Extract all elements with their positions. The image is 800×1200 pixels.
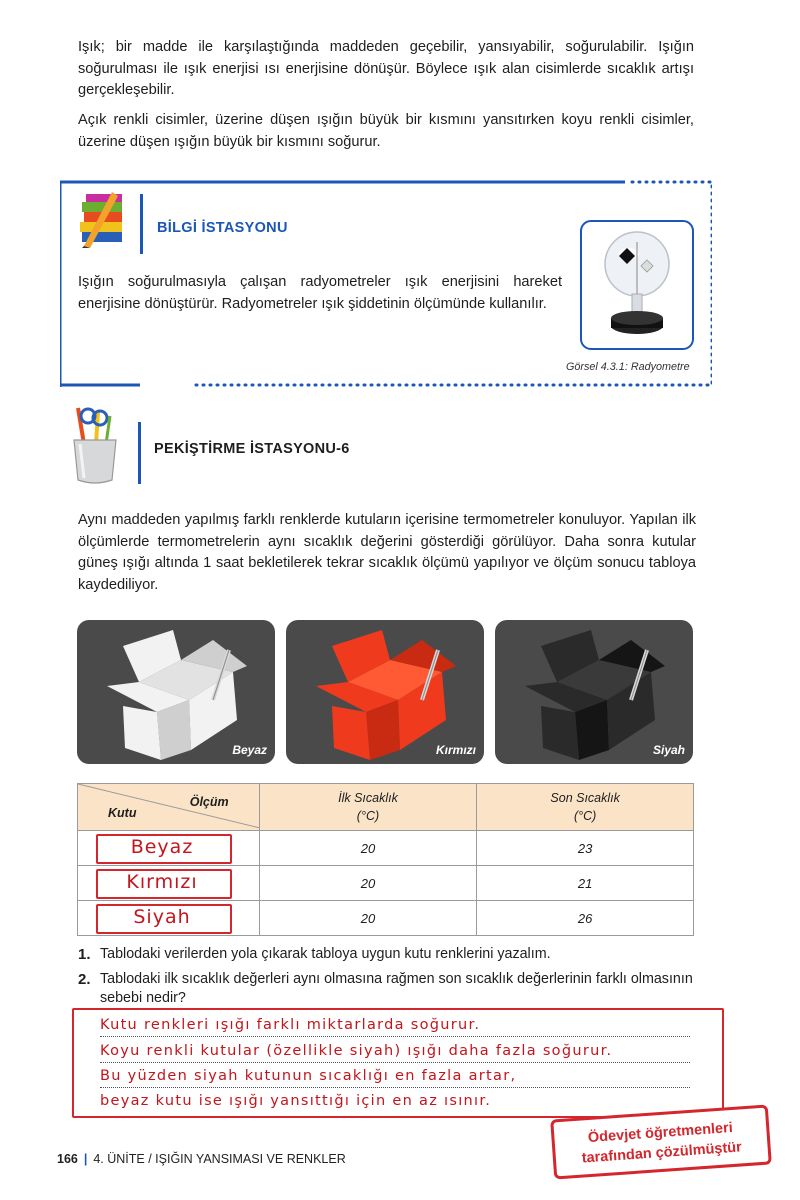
son-value: 23 xyxy=(477,831,694,866)
ilk-value: 20 xyxy=(259,901,477,936)
kutu-cell xyxy=(78,831,260,866)
header-son-sicaklik: Son Sıcaklık (°C) xyxy=(477,784,694,831)
table-row xyxy=(78,831,694,866)
answer-line-1: Kutu renkleri ışığı farklı miktarlarda soğurur. xyxy=(100,1014,690,1037)
box-label-white: Beyaz xyxy=(232,743,267,757)
kutu-cell xyxy=(78,866,260,901)
bilgi-title: BİLGİ İSTASYONU xyxy=(157,220,288,236)
pencil-cup-icon xyxy=(66,404,124,488)
question-text: Tablodaki verilerden yola çıkarak tabloya uygun kutu renklerini yazalım. xyxy=(100,946,551,962)
bilgi-text: Işığın soğurulmasıyla çalışan radyometreler ışık enerjisini hareket enerjisine dönüştürür. Radyometreler ışık şiddetinin ölçümünde kullanılır. xyxy=(78,274,562,312)
ilk-value: 20 xyxy=(259,831,477,866)
intro-paragraph-2: Açık renkli cisimler, üzerine düşen ışığın büyük bir kısmını yansıtırken koyu renkli cisimler, üzerine düşen ışığın büyük bir kısmını soğurur. xyxy=(78,112,694,150)
header-ilk-sicaklik: İlk Sıcaklık (°C) xyxy=(259,784,477,831)
ilk-value: 20 xyxy=(259,866,477,901)
radiometer-caption: Görsel 4.3.1: Radyometre xyxy=(566,361,690,373)
stamp-line-1: Ödevjet öğretmenleri xyxy=(587,1119,734,1147)
table-row xyxy=(78,866,694,901)
handwritten-color: Beyaz xyxy=(130,836,194,858)
box-label-red: Kırmızı xyxy=(435,743,476,757)
box-panel-red xyxy=(286,620,484,764)
question-text: Tablodaki ilk sıcaklık değerleri aynı olmasına rağmen son sıcaklık değerlerinin farklı olmasının sebebi nedir? xyxy=(100,971,693,1006)
stamp-line-2: tarafından çözülmüştür xyxy=(581,1139,743,1167)
intro-paragraph-1: Işık; bir madde ile karşılaştığında maddeden geçebilir, yansıyabilir, soğurulabilir. Işığın soğurulması ile ışık enerjisi ısı enerjisine dönüşür. Böylece ışık alan cisimlerde sıcaklık artışı gerçekleşebilir. xyxy=(78,39,694,98)
pekistirme-title: PEKİŞTİRME İSTASYONU-6 xyxy=(154,441,350,457)
table-corner-cell xyxy=(78,784,260,831)
handwritten-color: Kırmızı xyxy=(126,871,198,893)
temperature-table xyxy=(77,783,694,936)
box-label-black: Siyah xyxy=(652,743,685,757)
handwritten-color: Siyah xyxy=(133,906,191,928)
footer-section: 4. ÜNİTE / IŞIĞIN YANSIMASI VE RENKLER xyxy=(93,1152,346,1166)
son-value: 26 xyxy=(477,901,694,936)
box-panel-black xyxy=(495,620,693,764)
page-number: 166 xyxy=(57,1152,78,1166)
box-panel-white xyxy=(77,620,275,764)
kutu-cell xyxy=(78,901,260,936)
answer-line-2: Koyu renkli kutular (özellikle siyah) ışığı daha fazla soğurur. xyxy=(100,1040,690,1063)
pekistirme-text: Aynı maddeden yapılmış farklı renklerde kutuların içerisine termometreler konuluyor. Yapılan ilk ölçümlerde termometrelerin aynı sıcaklık değerini gösterdiği görülüyor. Daha sonra kutular güneş ışığı altında 1 saat bekletilerek tekrar sıcaklık ölçümü yapılıyor ve ölçüm sonucu tabloya kaydediliyor. xyxy=(78,512,696,593)
books-pencil-icon xyxy=(78,188,128,248)
son-value: 21 xyxy=(477,866,694,901)
table-row xyxy=(78,901,694,936)
footer-separator: | xyxy=(83,1152,88,1166)
radiometer-image xyxy=(580,220,694,350)
bilgi-divider xyxy=(140,194,143,254)
answer-line-4: beyaz kutu ise ışığı yansıttığı için en az ısınır. xyxy=(100,1093,492,1109)
page-footer xyxy=(57,1152,346,1166)
question-number: 1. xyxy=(78,946,91,963)
header-kutu: Kutu xyxy=(108,806,137,820)
pekistirme-divider xyxy=(138,422,141,484)
answer-line-3: Bu yüzden siyah kutunun sıcaklığı en fazla artar, xyxy=(100,1065,690,1088)
header-olcum: Ölçüm xyxy=(189,795,229,809)
question-number: 2. xyxy=(78,971,91,988)
